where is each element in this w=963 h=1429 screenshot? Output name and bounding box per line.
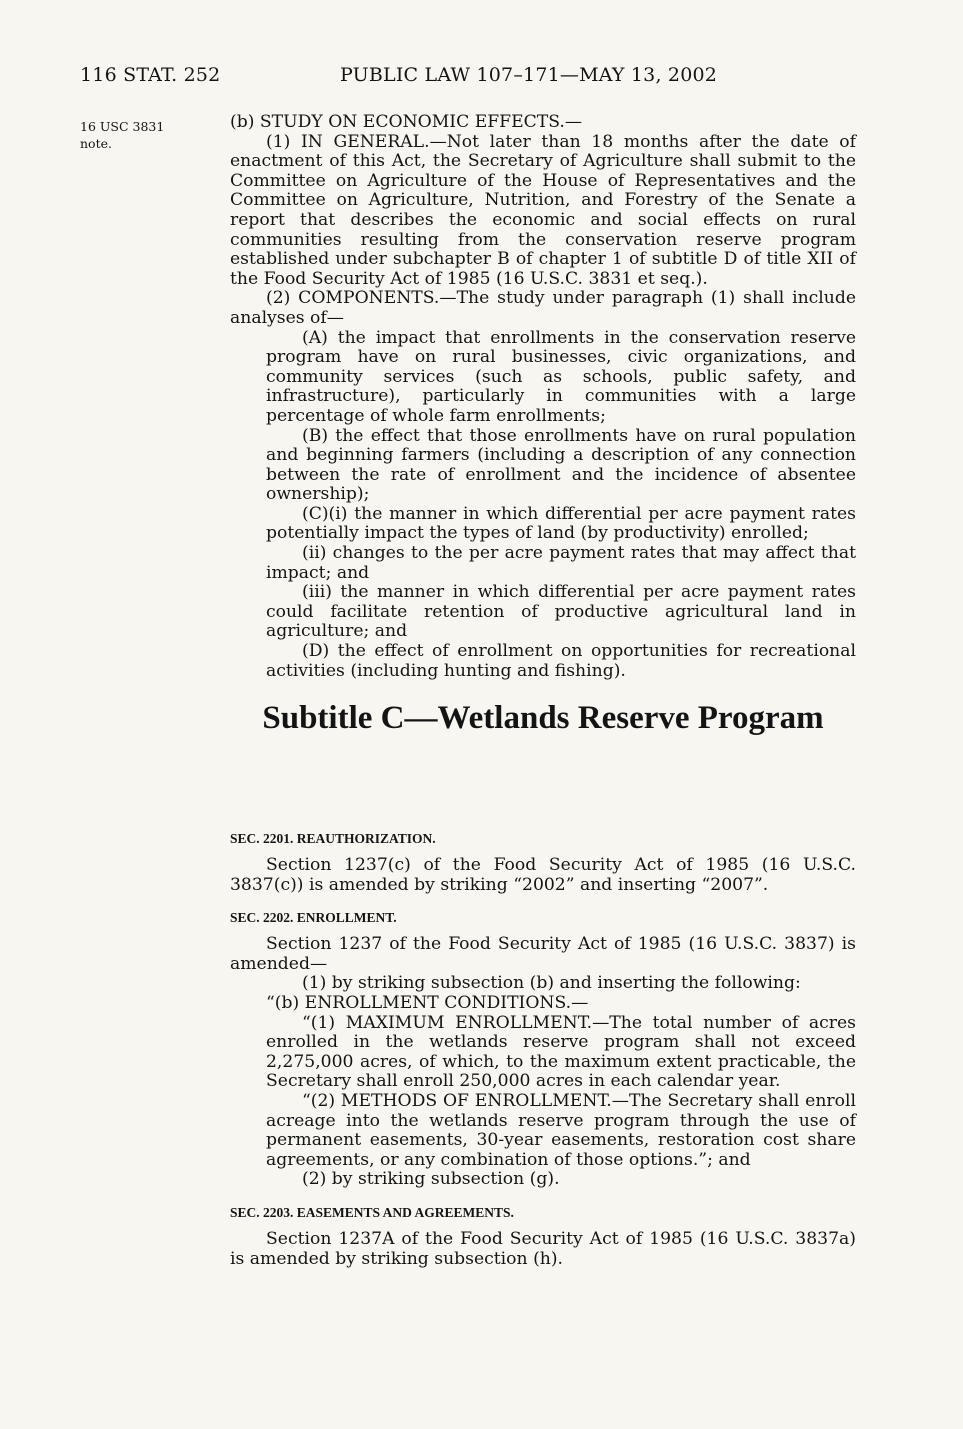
sec-2202-text: Section 1237 of the Food Security Act of 1985 (16 U.S.C. 3837) is amended— [230, 934, 856, 974]
subtitle-heading: Subtitle C—Wetlands Reserve Program [262, 700, 824, 737]
item-c-iii: (iii) the manner in which differential per acre payment rates could facilitate retention of productive agricultural land in agriculture; and [266, 582, 856, 642]
paragraph-1-in-general: (1) IN GENERAL.—Not later than 18 months after the date of enactment of this Act, the Secretary of Agriculture shall submit to the Committee on Agriculture of the House of Representatives and the Committee on Agriculture, Nutrition, and Forestry of the Senate a report that describes the economic and social effects on rural communities resulting from the conservation reserve program established under subchapter B of chapter 1 of subtitle D of title XII of the Food Security Act of 1985 (16 U.S.C. 3831 et seq.). [230, 131, 856, 289]
page-header [80, 64, 843, 94]
body-text [230, 113, 856, 761]
sections-block [230, 822, 856, 1269]
sec-2203-heading: SEC. 2203. EASEMENTS AND AGREEMENTS. [230, 1204, 514, 1220]
sec-2201-text: Section 1237(c) of the Food Security Act of 1985 (16 U.S.C. 3837(c)) is amended by striking “2002” and inserting “2007”. [230, 855, 856, 895]
item-c-i: (C)(i) the manner in which differential per acre payment rates potentially impact the types of land (by productivity) enrolled; [266, 503, 856, 544]
item-c-ii: (ii) changes to the per acre payment rates that may affect that impact; and [266, 543, 856, 583]
margin-note-label: note. [80, 136, 112, 151]
sec-2202-item-2: (2) by striking subsection (g). [302, 1169, 560, 1190]
paragraph-2-components: (2) COMPONENTS.—The study under paragraph (1) shall include analyses of— [230, 288, 856, 328]
sec-2202-subparagraph-1: “(1) MAXIMUM ENROLLMENT.—The total number of acres enrolled in the wetlands reserve program shall not exceed 2,275,000 acres, of which, to the maximum extent practicable, the Secretary shall enroll 250,000 acres in each calendar year. [266, 1012, 856, 1092]
sec-2202-subparagraph-2: “(2) METHODS OF ENROLLMENT.—The Secretary shall enroll acreage into the wetlands reserve program through the use of permanent easements, 30-year easements, restoration cost share agreements, or any combination of those options.”; and [266, 1090, 856, 1170]
item-a: (A) the impact that enrollments in the conservation reserve program have on rural businesses, civic organizations, and community services (such as schools, public safety, and infrastructure), particularly in communities with a large percentage of whole farm enrollments; [266, 327, 856, 426]
item-d: (D) the effect of enrollment on opportunities for recreational activities (including hunting and fishing). [266, 641, 856, 681]
margin-note-citation: 16 USC 3831 [80, 119, 165, 134]
sec-2202-heading: SEC. 2202. ENROLLMENT. [230, 910, 397, 926]
sec-2202-subsection-b: “(b) ENROLLMENT CONDITIONS.— [266, 992, 589, 1013]
sec-2202-item-1: (1) by striking subsection (b) and inserting the following: [302, 973, 801, 994]
margin-note [80, 118, 200, 152]
sec-2203-text: Section 1237A of the Food Security Act of 1985 (16 U.S.C. 3837a) is amended by striking subsection (h). [230, 1228, 856, 1269]
section-b-heading: (b) STUDY ON ECONOMIC EFFECTS.— [230, 112, 583, 132]
running-head: PUBLIC LAW 107–171—MAY 13, 2002 [340, 64, 718, 86]
item-b: (B) the effect that those enrollments have on rural population and beginning farmers (including a description of any connection between the rate of enrollment and the incidence of absentee ownership); [266, 425, 856, 505]
page-number: 116 STAT. 252 [80, 64, 221, 86]
sec-2201-heading: SEC. 2201. REAUTHORIZATION. [230, 831, 436, 846]
